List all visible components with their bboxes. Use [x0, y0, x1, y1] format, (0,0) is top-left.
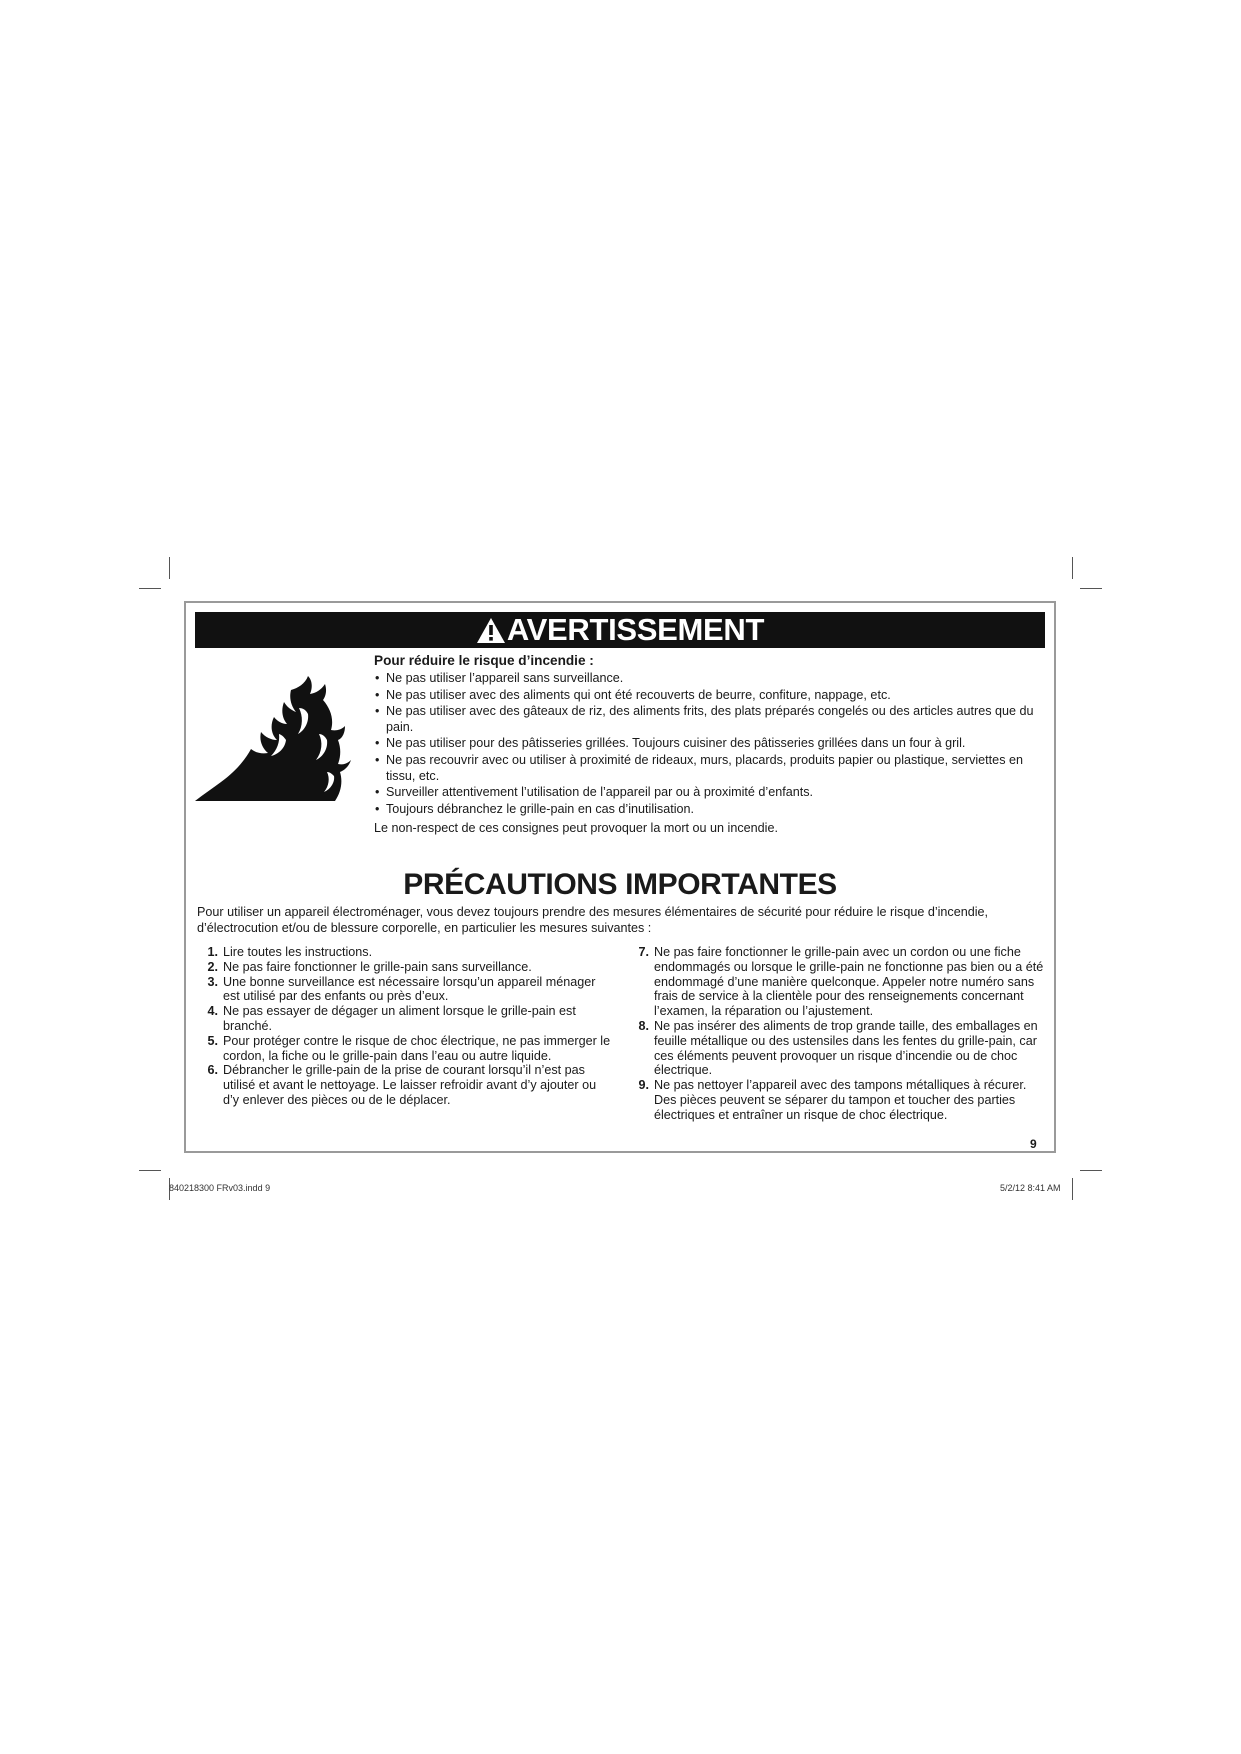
precautions-list-right [632, 945, 1044, 1123]
fire-warning-heading: Pour réduire le risque d’incendie : [374, 653, 594, 668]
list-item [632, 1078, 1044, 1122]
item-text: Débrancher le grille-pain de la prise de courant lorsqu’il n’est pas utilisé et avant le nettoyage. Le laisser refroidir avant d’y ajouter ou d’y enlever des pièces ou de le déplacer. [223, 1063, 597, 1107]
precautions-list-left [201, 945, 611, 1108]
item-text: Lire toutes les instructions. [223, 945, 373, 959]
item-number: 9. [638, 1078, 649, 1093]
crop-mark-top-left-horizontal [139, 588, 161, 589]
list-item [201, 1034, 611, 1064]
item-text: Une bonne surveillance est nécessaire lorsqu’un appareil ménager est utilisé par des enfants ou près d’eux. [223, 974, 596, 1004]
slug-date-time: 5/2/12 8:41 AM [1000, 1183, 1061, 1193]
precautions-right-column [632, 945, 1044, 1123]
crop-mark-top-left-vertical [169, 557, 170, 579]
list-item: • Ne pas recouvrir avec ou utiliser à proximité de rideaux, murs, placards, produits papier ou plastique, serviettes en tissu, etc. [374, 752, 1040, 785]
crop-mark-bottom-left-horizontal [139, 1170, 161, 1171]
list-item: • Ne pas utiliser l’appareil sans surveillance. [374, 670, 1040, 686]
fire-warning-block [374, 653, 1040, 836]
item-text: Ne pas essayer de dégager un aliment lorsque le grille-pain est branché. [223, 1004, 576, 1033]
item-text: Ne pas faire fonctionner le grille-pain sans surveillance. [223, 959, 532, 974]
fire-warning-footer: Le non-respect de ces consignes peut provoquer la mort ou un incendie. [374, 820, 778, 835]
item-text: Ne pas nettoyer l’appareil avec des tampons métalliques à récurer. Des pièces peuvent se séparer du tampon et toucher des parties électriques et entraîner un risque de choc électrique. [654, 1078, 1027, 1122]
item-number: 2. [207, 959, 218, 974]
warning-triangle-icon [476, 617, 506, 644]
item-number: 7. [638, 945, 649, 959]
crop-mark-bottom-right-vertical [1072, 1178, 1073, 1200]
warning-banner-title: AVERTISSEMENT [506, 612, 765, 647]
precautions-title: PRÉCAUTIONS IMPORTANTES [403, 868, 837, 901]
list-item: • Ne pas utiliser pour des pâtisseries grillées. Toujours cuisiner des pâtisseries grillées dans un four à gril. [374, 735, 1040, 751]
precautions-left-column [201, 945, 611, 1108]
list-item [201, 975, 611, 1005]
fire-icon [195, 676, 365, 801]
list-item: • Ne pas utiliser avec des aliments qui ont été recouverts de beurre, confiture, nappage, etc. [374, 687, 1040, 703]
item-number: 1. [207, 945, 218, 959]
list-item [201, 945, 611, 960]
item-number: 4. [207, 1004, 218, 1019]
item-number: 8. [638, 1018, 649, 1033]
precautions-intro: Pour utiliser un appareil électroménager, vous devez toujours prendre des mesures élémentaires de sécurité pour réduire le risque d’incendie, d’électrocution et/ou de blessure corporelle, en particulier les mesures suivantes : [197, 905, 989, 935]
crop-mark-top-right-horizontal [1080, 588, 1102, 589]
crop-mark-bottom-right-horizontal [1080, 1170, 1102, 1171]
fire-warning-list [374, 670, 1040, 817]
item-text: Ne pas insérer des aliments de trop grande taille, des emballages en feuille métallique ou des ustensiles dans les fentes du grille-pain, car ces éléments peuvent provoquer un risque d’incendie ou de choc électrique. [654, 1018, 1038, 1078]
list-item: • Ne pas utiliser avec des gâteaux de riz, des aliments frits, des plats préparés congelés ou des articles autres que du pain. [374, 703, 1040, 736]
list-item: • Surveiller attentivement l’utilisation de l’appareil par ou à proximité d’enfants. [374, 784, 1040, 800]
item-number: 6. [207, 1063, 218, 1078]
slug-file-info: 840218300 FRv03.indd 9 [169, 1183, 271, 1193]
item-number: 5. [207, 1033, 218, 1048]
item-number: 3. [207, 974, 218, 989]
list-item [201, 1063, 611, 1107]
crop-mark-top-right-vertical [1072, 557, 1073, 579]
item-text: Pour protéger contre le risque de choc électrique, ne pas immerger le cordon, la fiche ou le grille-pain dans l’eau ou autre liquide. [223, 1033, 611, 1063]
list-item [632, 945, 1044, 1019]
item-text: Ne pas faire fonctionner le grille-pain avec un cordon ou une fiche endommagés ou lorsque le grille-pain ne fonctionne pas bien ou a été endommagé d’une manière quelconque. Appeler notre numéro sans frais de service à la clientèle pour des renseignements concernant l’examen, la réparation ou l’ajustement. [654, 945, 1044, 1019]
page-number: 9 [1030, 1137, 1037, 1151]
list-item [201, 960, 611, 975]
warning-banner [195, 612, 1045, 648]
list-item: • Toujours débranchez le grille-pain en cas d’inutilisation. [374, 801, 1040, 817]
list-item [632, 1019, 1044, 1078]
list-item [201, 1004, 611, 1034]
